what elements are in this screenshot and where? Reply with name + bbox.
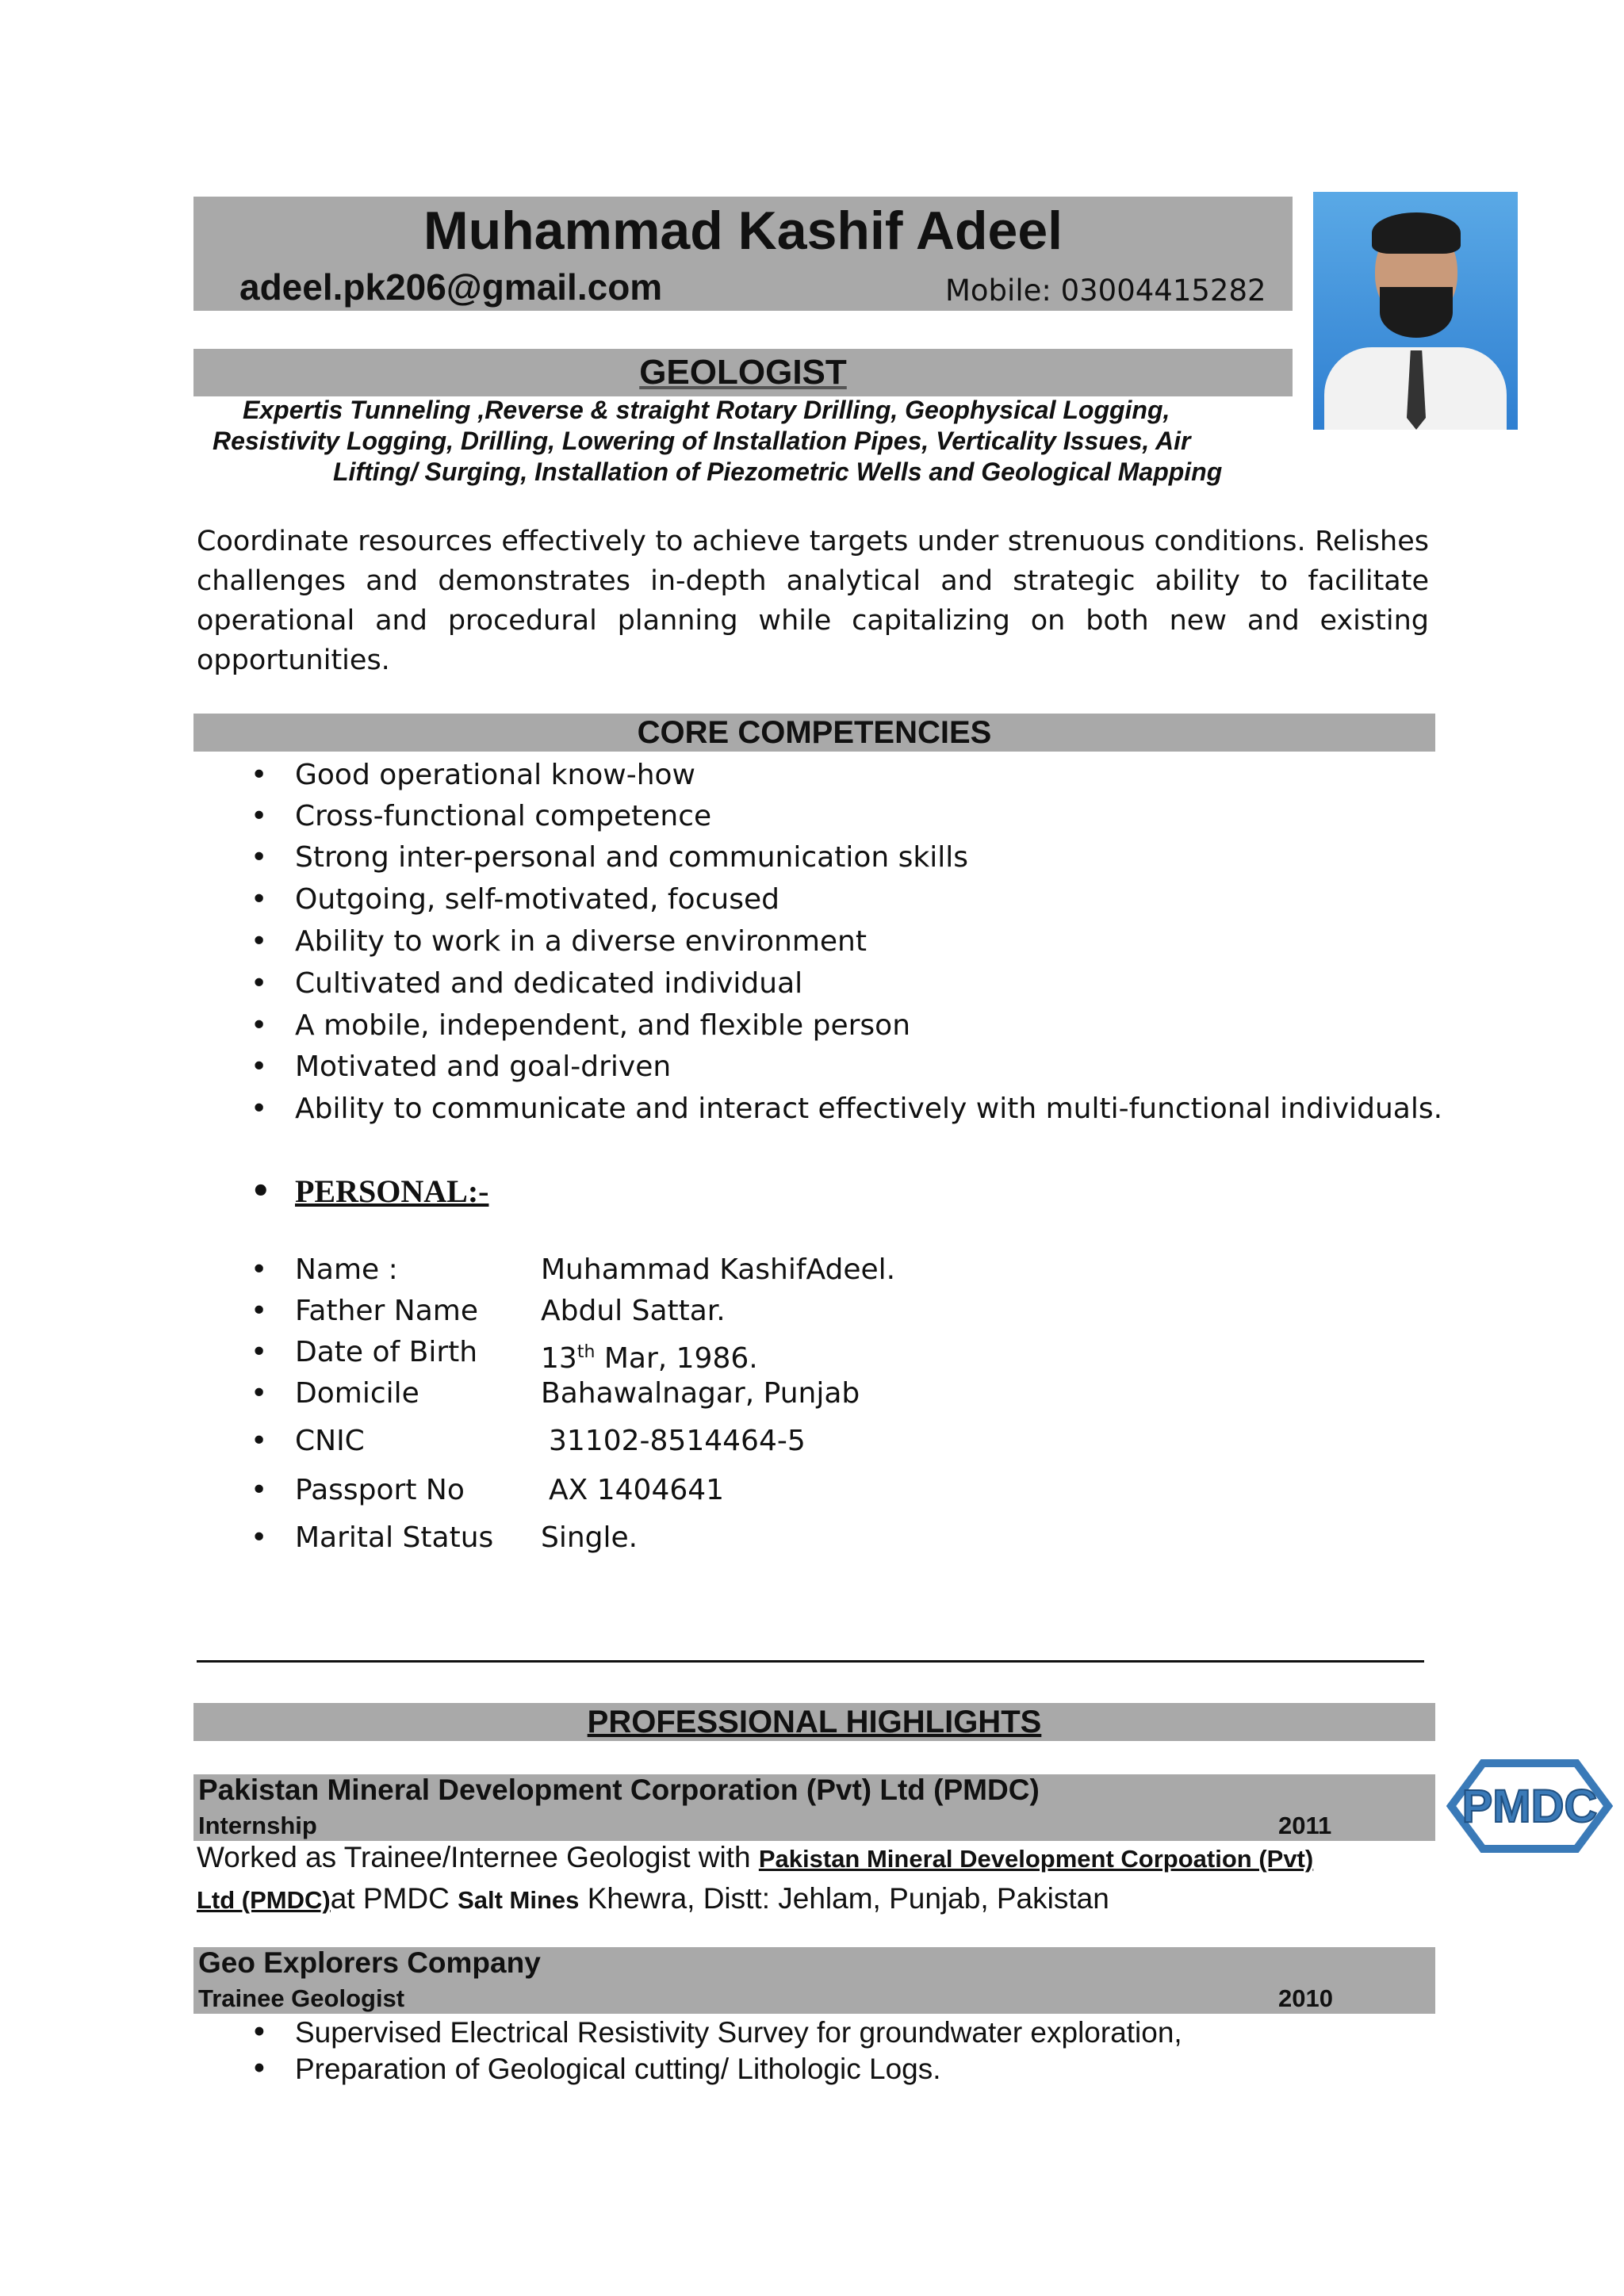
personal-value: Abdul Sattar. <box>541 1295 726 1327</box>
list-item: • Outgoing, self-motivated, focused <box>295 882 779 917</box>
job-company: Geo Explorers Company <box>198 1946 541 1979</box>
mobile-number: Mobile: 03004415282 <box>945 274 1266 308</box>
section-divider <box>197 1660 1424 1663</box>
email-address[interactable]: adeel.pk206@gmail.com <box>239 266 663 308</box>
list-item: • Cultivated and dedicated individual <box>295 966 802 1001</box>
personal-value: AX 1404641 <box>549 1474 725 1506</box>
pmdc-logo <box>1445 1758 1614 1854</box>
job-year: 2011 <box>1278 1812 1332 1839</box>
list-item: • Ability to communicate and interact effectively with multi-functional individuals. <box>295 1092 1442 1127</box>
list-item: • Supervised Electrical Resistivity Survey for groundwater exploration, <box>295 2015 1182 2050</box>
expertise-line: Expertis Tunneling ,Reverse & straight Rotary Drilling, Geophysical Logging, <box>243 396 1170 424</box>
expertise-line: Resistivity Logging, Drilling, Lowering of Installation Pipes, Verticality Issues, Air <box>213 427 1191 455</box>
personal-value: Single. <box>541 1521 638 1554</box>
svg-text:PMDC: PMDC <box>1461 1781 1598 1832</box>
personal-label: • Father Name <box>295 1294 478 1329</box>
job-role: Trainee Geologist <box>198 1984 405 2012</box>
personal-label: • Date of Birth <box>295 1335 477 1370</box>
personal-value: 31102-8514464-5 <box>549 1425 806 1457</box>
personal-label: • Name : <box>295 1253 398 1288</box>
core-competencies-title: CORE COMPETENCIES <box>637 715 992 750</box>
list-item: • A mobile, independent, and flexible person <box>295 1008 910 1043</box>
personal-label: • CNIC <box>295 1424 365 1459</box>
profile-summary: Coordinate resources effectively to achieve targets under strenuous conditions. Relishes challenges and demonstrates in-depth analytical and strategic ability to facilitate operational and procedural planning while capitalizing on both new and existing opportunities. <box>197 526 1429 676</box>
job-role: Internship <box>198 1812 317 1839</box>
expertise-line: Lifting/ Surging, Installation of Piezometric Wells and Geological Mapping <box>333 457 1223 486</box>
list-item: • Ability to work in a diverse environment <box>295 924 867 959</box>
job-company: Pakistan Mineral Development Corporation (Pvt) Ltd (PMDC) <box>198 1774 1040 1806</box>
personal-heading: • PERSONAL:- <box>295 1172 488 1211</box>
personal-label: • Domicile <box>295 1376 419 1411</box>
list-item: • Motivated and goal-driven <box>295 1050 671 1085</box>
list-item: • Good operational know-how <box>295 758 695 793</box>
list-item: • Cross-functional competence <box>295 799 711 834</box>
personal-label: • Marital Status <box>295 1521 493 1556</box>
personal-label: • Passport No <box>295 1473 465 1508</box>
job-description-line: Ltd (PMDC)at PMDC Salt Mines Khewra, Distt: Jehlam, Punjab, Pakistan <box>197 1882 1109 1915</box>
personal-value: 13th Mar, 1986. <box>541 1342 758 1375</box>
personal-value: Muhammad KashifAdeel. <box>541 1253 896 1286</box>
personal-value: Bahawalnagar, Punjab <box>541 1377 860 1410</box>
list-item: • Preparation of Geological cutting/ Lithologic Logs. <box>295 2052 941 2087</box>
list-item: • Strong inter-personal and communication skills <box>295 840 968 875</box>
highlights-title: PROFESSIONAL HIGHLIGHTS <box>587 1705 1042 1739</box>
candidate-name: Muhammad Kashif Adeel <box>423 201 1063 261</box>
job-description-line: Worked as Trainee/Internee Geologist with Pakistan Mineral Development Corpoation (Pvt) <box>197 1841 1314 1873</box>
profile-photo <box>1313 192 1518 430</box>
profession-title: GEOLOGIST <box>639 353 847 392</box>
job-year: 2010 <box>1278 1984 1333 2012</box>
